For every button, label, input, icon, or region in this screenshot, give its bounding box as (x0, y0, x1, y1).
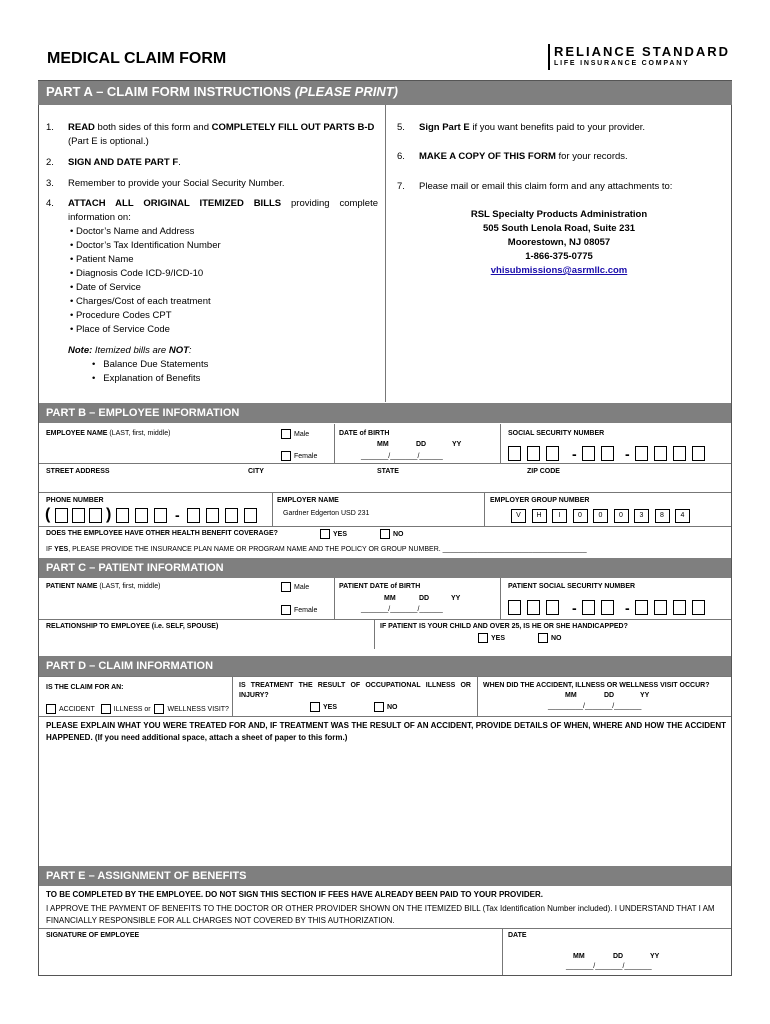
ssn-digit[interactable] (673, 600, 686, 615)
zip-label: ZIP CODE (527, 468, 560, 475)
part-e-header: PART E – ASSIGNMENT OF BENEFITS (39, 866, 731, 886)
handicapped-question: IF PATIENT IS YOUR CHILD AND OVER 25, IS HE OR SHE HANDICAPPED? (380, 623, 628, 630)
no-label: NO (393, 530, 404, 538)
instr-text: if you want benefits paid to your provider. (469, 122, 646, 133)
if-yes-text: , PLEASE PROVIDE THE INSURANCE PLAN NAME OR PROGRAM NAME AND THE POLICY OR GROUP NUMBER. (68, 546, 441, 553)
claim-type-label: IS THE CLAIM FOR AN: (46, 684, 124, 691)
itemized-bill-list (70, 225, 221, 337)
female-checkbox[interactable] (281, 605, 291, 615)
instr-number: 3. (46, 178, 54, 189)
yy-label: YY (451, 595, 461, 602)
divider (484, 492, 485, 527)
instr-text: providing complete information on: (68, 198, 378, 223)
divider (39, 492, 731, 493)
yes-label: YES (491, 634, 506, 642)
ssn-digit[interactable] (601, 446, 614, 461)
handicapped-no-option[interactable] (538, 633, 562, 643)
group-number-char[interactable]: 0 (573, 509, 588, 523)
group-number-char[interactable]: V (511, 509, 526, 523)
state-label: STATE (377, 468, 399, 475)
ssn-digit[interactable] (654, 446, 667, 461)
list-item: • Date of Service (70, 282, 141, 293)
other-coverage-question: DOES THE EMPLOYEE HAVE OTHER HEALTH BENEFIT COVERAGE? (46, 530, 278, 537)
female-label: Female (294, 606, 318, 614)
list-item: • Charges/Cost of each treatment (70, 296, 211, 307)
part-a-header (38, 81, 732, 105)
yes-checkbox[interactable] (478, 633, 488, 643)
accident-checkbox[interactable] (46, 704, 56, 714)
yy-label: YY (452, 441, 462, 448)
address-line: 505 South Lenola Road, Suite 231 (482, 223, 636, 234)
female-label: Female (294, 452, 318, 460)
note-text: Itemized bills are (92, 345, 169, 356)
label-hint: (LAST, first, middle) (97, 583, 161, 590)
phone-digit[interactable] (244, 508, 257, 523)
mm-label: MM (377, 441, 389, 448)
ssn-digit[interactable] (673, 446, 686, 461)
city-label: CITY (248, 468, 264, 475)
handicapped-yes-option[interactable] (478, 633, 505, 643)
divider (272, 492, 273, 527)
note-label: Note: (68, 345, 93, 356)
phone-dash: - (175, 507, 180, 523)
instr-text: both sides of this form and (94, 122, 212, 133)
if-yes-bold: YES (54, 546, 69, 553)
list-item: • Balance Due Statements (92, 359, 209, 370)
phone-paren-close: ) (106, 506, 112, 523)
ssn-digit[interactable] (692, 446, 705, 461)
list-item-text: Doctor’s Name and Address (75, 226, 195, 237)
itemized-note: Note: Itemized bills are NOT: (68, 345, 192, 356)
ssn-digit[interactable] (508, 446, 521, 461)
ssn-digit[interactable] (654, 600, 667, 615)
divider (500, 424, 501, 464)
list-item: • Place of Service Code (70, 324, 170, 335)
dob-field[interactable]: _______/_______/______ (361, 453, 443, 460)
label-hint: (LAST, first, middle) (107, 430, 171, 437)
male-label: Male (294, 583, 310, 591)
ssn-digit[interactable] (601, 600, 614, 615)
instruction-3: Remember to provide your Social Security Number. (68, 178, 285, 189)
phone-digit[interactable] (89, 508, 102, 523)
ssn-digit[interactable] (546, 446, 559, 461)
no-checkbox[interactable] (538, 633, 548, 643)
ssn-label: SOCIAL SECURITY NUMBER (508, 430, 605, 437)
patient-name-label (46, 583, 160, 590)
accident-label: ACCIDENT (59, 705, 95, 713)
group-number-label: EMPLOYER GROUP NUMBER (490, 497, 590, 504)
patient-male-option[interactable] (281, 582, 309, 592)
part-b-header: PART B – EMPLOYEE INFORMATION (39, 403, 731, 423)
list-item-text: Doctor’s Tax Identification Number (75, 240, 221, 251)
yy-label: YY (650, 953, 660, 960)
not-itemized-list (92, 358, 208, 386)
coverage-yes-option[interactable] (320, 529, 347, 539)
female-checkbox[interactable] (281, 451, 291, 461)
divider (502, 928, 503, 975)
instr-bold: Sign Part E (419, 122, 470, 133)
part-d-header: PART D – CLAIM INFORMATION (39, 656, 731, 676)
instr-bold: ATTACH ALL ORIGINAL ITEMIZED BILLS (68, 198, 282, 209)
phone-digit[interactable] (116, 508, 129, 523)
signature-label: SIGNATURE OF EMPLOYEE (46, 932, 140, 939)
company-logo (548, 44, 730, 70)
divider (39, 526, 731, 527)
phone-digit[interactable] (187, 508, 200, 523)
instr-number: 7. (397, 181, 405, 192)
phone-digit[interactable] (72, 508, 85, 523)
phone-digit[interactable] (154, 508, 167, 523)
list-item-text: Explanation of Benefits (103, 373, 201, 384)
divider (232, 677, 233, 717)
no-checkbox[interactable] (374, 702, 384, 712)
if-yes-instructions (46, 546, 587, 553)
dd-label: DD (416, 441, 427, 448)
ssn-digit[interactable] (635, 446, 648, 461)
ssn-digit[interactable] (508, 600, 521, 615)
group-number-char[interactable]: 0 (614, 509, 629, 523)
instr-text: (Part E is optional.) (68, 136, 149, 147)
address-line: RSL Specialty Products Administration (470, 209, 648, 220)
email-link[interactable]: vhisubmissions@asrmllc.com (490, 265, 628, 276)
wellness-checkbox[interactable] (154, 704, 164, 714)
patient-dob-field[interactable]: _______/_______/______ (361, 606, 443, 613)
patient-female-option[interactable] (281, 605, 317, 615)
employee-name-label (46, 430, 170, 437)
wellness-label: WELLNESS VISIT? (167, 705, 229, 713)
phone-label: PHONE NUMBER (46, 497, 104, 504)
list-item: • Diagnosis Code ICD-9/ICD-10 (70, 268, 204, 279)
phone-digit[interactable] (225, 508, 238, 523)
ssn-dash: - (572, 600, 577, 616)
occupational-no-option[interactable] (374, 702, 398, 712)
divider (39, 716, 731, 717)
patient-ssn-label: PATIENT SOCIAL SECURITY NUMBER (508, 583, 636, 590)
ssn-dash: - (625, 600, 630, 616)
signature-field[interactable] (40, 942, 500, 974)
group-number-char[interactable]: 8 (655, 509, 670, 523)
instruction-2: SIGN AND DATE PART F. (68, 157, 181, 168)
instr-bold: SIGN AND DATE PART F (68, 157, 179, 168)
instr-bold: COMPLETELY FILL OUT PARTS B-D (211, 122, 375, 133)
instr-number: 2. (46, 157, 54, 168)
dd-label: DD (604, 692, 615, 699)
group-number-char[interactable]: 0 (593, 509, 608, 523)
list-item-text: Diagnosis Code ICD-9/ICD-10 (75, 268, 204, 279)
occurrence-date-field[interactable]: _________/_______/_______ (548, 703, 642, 710)
list-item-text: Date of Service (75, 282, 141, 293)
yes-checkbox[interactable] (310, 702, 320, 712)
male-checkbox[interactable] (281, 429, 291, 439)
claim-type-options (46, 704, 229, 714)
occupational-yes-option[interactable] (310, 702, 337, 712)
group-number-char[interactable]: H (532, 509, 547, 523)
divider (477, 677, 478, 717)
ssn-digit[interactable] (692, 600, 705, 615)
yes-label: YES (323, 703, 338, 711)
logo-line-2: LIFE INSURANCE COMPANY (554, 60, 690, 67)
patient-dob-label: PATIENT DATE of BIRTH (339, 583, 421, 590)
ssn-digit[interactable] (527, 600, 540, 615)
street-address-label: STREET ADDRESS (46, 468, 110, 475)
ssn-dash: - (572, 446, 577, 462)
plan-name-field[interactable]: _____________________________________ (442, 546, 587, 553)
label-text: PATIENT NAME (46, 583, 98, 590)
instruction-4 (68, 197, 378, 225)
list-item: • Doctor’s Name and Address (70, 226, 195, 237)
group-number-char[interactable]: 3 (634, 509, 649, 523)
address-line: Moorestown, NJ 08057 (507, 237, 611, 248)
phone-digit[interactable] (135, 508, 148, 523)
dob-label: DATE of BIRTH (339, 430, 390, 437)
list-item: • Explanation of Benefits (92, 373, 201, 384)
relationship-label: RELATIONSHIP TO EMPLOYEE (i.e. SELF, SPOUSE) (46, 623, 219, 630)
list-item-text: Procedure Codes CPT (75, 310, 172, 321)
female-option[interactable] (281, 451, 317, 461)
divider (374, 619, 375, 649)
yy-label: YY (640, 692, 650, 699)
male-option[interactable] (281, 429, 309, 439)
ssn-digit[interactable] (527, 446, 540, 461)
assignment-authorization: I APPROVE THE PAYMENT OF BENEFITS TO THE DOCTOR OR OTHER PROVIDER SHOWN ON THE ITEMIZED BILL (Tax Identification Number included). I UNDERSTAND THAT I AM FINANCIALLY RESPONSIBLE FOR ALL CHARGES NOT COVERED BY THIS AUTHORIZATION. (46, 904, 715, 925)
divider (39, 676, 731, 677)
divider (39, 928, 731, 929)
list-item: • Doctor’s Tax Identification Number (70, 240, 221, 251)
group-number-char[interactable]: 4 (675, 509, 690, 523)
occupational-question: IS TREATMENT THE RESULT OF OCCUPATIONAL ILLNESS OR INJURY? (239, 682, 471, 699)
group-number-char[interactable]: I (552, 509, 567, 523)
instr-number: 6. (397, 151, 405, 162)
phone-digit[interactable] (206, 508, 219, 523)
mailing-address (386, 208, 732, 278)
male-label: Male (294, 430, 310, 438)
signature-date-field[interactable]: _______/_______/_______ (566, 963, 652, 970)
list-item-text: Balance Due Statements (103, 359, 209, 370)
instr-number: 1. (46, 122, 54, 133)
employer-name-label: EMPLOYER NAME (277, 497, 339, 504)
instruction-1 (68, 121, 380, 149)
dd-label: DD (613, 953, 624, 960)
note-not: NOT (168, 345, 189, 356)
male-checkbox[interactable] (281, 582, 291, 592)
illness-checkbox[interactable] (101, 704, 111, 714)
date-label: DATE (508, 932, 527, 939)
divider (334, 424, 335, 464)
treatment-explanation-prompt: PLEASE EXPLAIN WHAT YOU WERE TREATED FOR AND, IF TREATMENT WAS THE RESULT OF AN ACCIDENT, PROVIDE DETAILS OF WHEN, WHERE AND HOW THE ACCIDENT HAPPENED. (If you need additional space, attach a sheet of paper to this form.) (46, 721, 726, 742)
mm-label: MM (565, 692, 577, 699)
list-item-text: Place of Service Code (75, 324, 170, 335)
instr-text: for your records. (555, 151, 628, 162)
logo-line-1: RELIANCE STANDARD (554, 44, 731, 59)
part-c-header: PART C – PATIENT INFORMATION (39, 558, 731, 578)
ssn-digit[interactable] (582, 446, 595, 461)
instruction-6 (419, 150, 628, 164)
mm-label: MM (384, 595, 396, 602)
if-text: IF (46, 546, 55, 553)
illness-label: ILLNESS or (113, 705, 151, 713)
list-item: • Procedure Codes CPT (70, 310, 172, 321)
phone-digit[interactable] (55, 508, 68, 523)
instr-number: 5. (397, 122, 405, 133)
form-title: MEDICAL CLAIM FORM (47, 50, 227, 67)
divider (500, 578, 501, 619)
part-a-heading: PART A – CLAIM FORM INSTRUCTIONS (46, 84, 292, 99)
instr-number: 4. (46, 198, 54, 209)
part-a-please-print: (PLEASE PRINT) (294, 84, 398, 99)
coverage-yes-checkbox[interactable] (320, 529, 330, 539)
assignment-instruction: TO BE COMPLETED BY THE EMPLOYEE. DO NOT SIGN THIS SECTION IF FEES HAVE ALREADY BEEN PAID TO YOUR PROVIDER. (46, 890, 543, 899)
divider (334, 578, 335, 619)
list-item: • Patient Name (70, 254, 134, 265)
instr-bold: READ (68, 122, 95, 133)
ssn-digit[interactable] (546, 600, 559, 615)
list-item-text: Patient Name (75, 254, 134, 265)
divider (39, 463, 731, 464)
ssn-digit[interactable] (582, 600, 595, 615)
coverage-no-checkbox[interactable] (380, 529, 390, 539)
instruction-7: Please mail or email this claim form and any attachments to: (419, 181, 673, 192)
mm-label: MM (573, 953, 585, 960)
no-label: NO (551, 634, 562, 642)
phone-paren-open: ( (45, 506, 51, 523)
instr-bold: MAKE A COPY OF THIS FORM (419, 151, 556, 162)
ssn-dash: - (625, 446, 630, 462)
no-label: NO (387, 703, 398, 711)
list-item-text: Charges/Cost of each treatment (75, 296, 211, 307)
treatment-explanation-area[interactable] (40, 748, 730, 863)
yes-label: YES (333, 530, 348, 538)
instruction-5 (419, 121, 645, 135)
employer-name-value[interactable]: Gardner Edgerton USD 231 (283, 510, 370, 517)
label-text: EMPLOYEE NAME (46, 430, 108, 437)
occurrence-date-question: WHEN DID THE ACCIDENT, ILLNESS OR WELLNESS VISIT OCCUR? (483, 682, 710, 689)
coverage-no-option[interactable] (380, 529, 404, 539)
dd-label: DD (419, 595, 430, 602)
phone-line: 1-866-375-0775 (525, 251, 593, 262)
ssn-digit[interactable] (635, 600, 648, 615)
divider (39, 619, 731, 620)
